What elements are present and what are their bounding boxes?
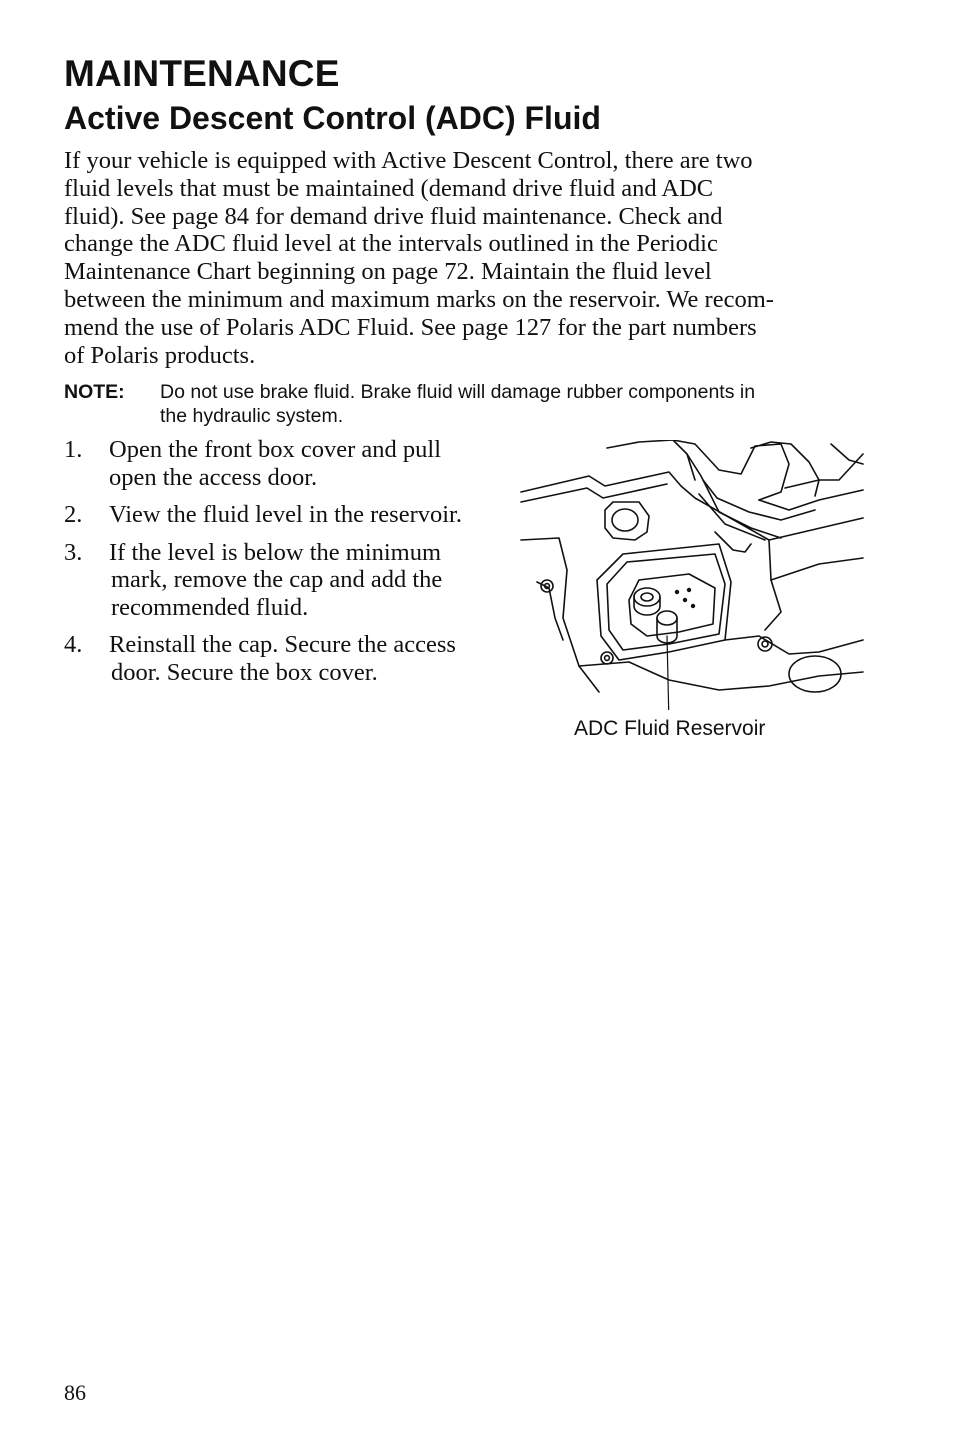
step-item xyxy=(64,631,514,686)
note-block xyxy=(64,380,864,428)
step-line: Reinstall the cap. Secure the access xyxy=(109,631,456,658)
page-title: Active Descent Control (ADC) Fluid xyxy=(64,100,601,136)
step-item xyxy=(64,436,514,491)
step-number: 2. xyxy=(64,501,83,528)
note-line: Do not use brake fluid. Brake fluid will damage rubber components in xyxy=(160,381,756,403)
steps-list xyxy=(64,436,514,686)
step-line: If the level is below the minimum xyxy=(109,538,442,566)
figure-caption: ADC Fluid Reservoir xyxy=(574,717,766,740)
note-text xyxy=(160,380,864,428)
intro-line: Maintenance Chart beginning on page 72. Maintain the fluid level xyxy=(64,258,712,286)
intro-line: If your vehicle is equipped with Active Descent Control, there are two xyxy=(64,147,753,174)
note-line: the hydraulic system. xyxy=(160,405,344,427)
intro-line: change the ADC fluid level at the intervals outlined in the Periodic xyxy=(64,230,718,258)
step-number: 3. xyxy=(64,538,83,566)
intro-line: of Polaris products. xyxy=(64,341,256,369)
step-line: View the fluid level in the reservoir. xyxy=(109,501,462,528)
intro-line: between the minimum and maximum marks on the reservoir. We recom- xyxy=(64,285,774,313)
intro-line: fluid). See page 84 for demand drive fluid maintenance. Check and xyxy=(64,202,723,230)
step-line: Open the front box cover and pull xyxy=(109,436,442,463)
intro-line: fluid levels that must be maintained (demand drive fluid and ADC xyxy=(64,174,714,202)
step-line: recommended fluid. xyxy=(111,593,309,621)
step-item xyxy=(64,539,514,622)
note-label: NOTE: xyxy=(64,381,125,403)
step-line: open the access door. xyxy=(109,463,318,491)
intro-line: mend the use of Polaris ADC Fluid. See page 127 for the part numbers xyxy=(64,313,757,341)
step-line: mark, remove the cap and add the xyxy=(111,566,443,593)
page-number: 86 xyxy=(64,1380,86,1405)
step-number: 1. xyxy=(64,436,83,463)
section-title: MAINTENANCE xyxy=(64,53,340,94)
reservoir-illustration xyxy=(519,440,865,710)
step-item xyxy=(64,501,514,529)
step-line: door. Secure the box cover. xyxy=(111,658,378,686)
intro-paragraph xyxy=(64,147,864,369)
step-number: 4. xyxy=(64,631,83,658)
